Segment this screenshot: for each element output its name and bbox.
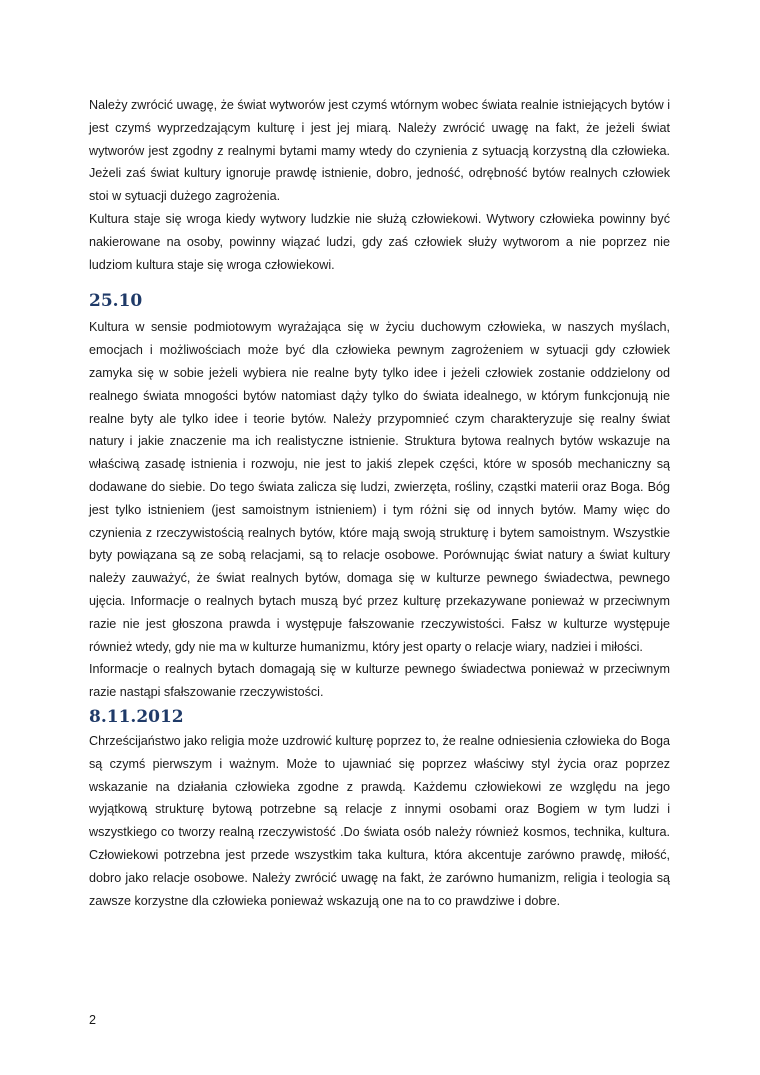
section-heading-date: 8.11.2012 bbox=[89, 706, 184, 727]
paragraph: Należy zwrócić uwagę, że świat wytworów jest czymś wtórnym wobec świata realnie istniejących bytów i jest czymś wyprzedzającym kulturę i jest jej miarą. Należy zwrócić uwagę na fakt, że jeżeli świat wytworów jest zgodny z realnymi bytami mamy wtedy do czynienia z sytuacją korzystną dla człowieka. Jeżeli zaś świat kultury ignoruje prawdę istnienie, dobro, jedność, odrębność bytów realnych człowiek stoi w sytuacji dużego zagrożenia. bbox=[89, 98, 670, 204]
page-number: 2 bbox=[89, 1013, 97, 1027]
paragraph: Kultura w sensie podmiotowym wyrażająca się w życiu duchowym człowieka, w naszych myślach, emocjach i możliwościach może być dla człowieka pewnym zagrożeniem w sytuacji gdy człowiek zamyka się w sobie jeżeli wybiera nie realne byty tylko idee i jeżeli człowiek zostanie oddzielony od realnego świata mnogości bytów natomiast dąży tylko do świata idealnego, w którym funkcjonują nie realne byty ale tylko idee i teorie bytów. Należy przypomnieć czym charakteryzuje się realny świat natury i jakie znaczenie ma ich realistyczne istnienie. Struktura bytowa realnych bytów wskazuje na właściwą zasadę istnienia i rozwoju, nie jest to jakiś zlepek części, które w sposób mechaniczny są dodawane do siebie. Do tego świata zalicza się ludzi, zwierzęta, rośliny, cząstki materii oraz Boga. Bóg jest tylko istnieniem (jest samoistnym istnieniem) i tym różni się od innych bytów. Mamy więc do czynienia z rzeczywistością realnych bytów, które mają swoją strukturę i bytem samoistnym. Wszystkie byty powiązana są ze sobą relacjami, są to relacje osobowe. Porównując świat natury a świat kultury należy zauważyć, że świat realnych bytów, domaga się w kulturze pewnego świadectwa, pewnego ujęcia. Informacje o realnych bytach muszą być przez kulturę przekazywane ponieważ w przeciwnym razie nie jest głoszona prawda i występuje fałszowanie rzeczywistości. Fałsz w kulturze występuje również wtedy, gdy nie ma w kulturze humanizmu, który jest oparty o relacje wiary, nadziei i miłości. bbox=[89, 320, 670, 654]
paragraph: Kultura staje się wroga kiedy wytwory ludzkie nie służą człowiekowi. Wytwory człowieka powinny być nakierowane na osoby, powinny wiązać ludzi, gdy zaś człowiek służy wytworom a nie poprzez nie ludziom kultura staje się wroga człowiekowi. bbox=[89, 211, 670, 272]
page-body bbox=[89, 94, 670, 912]
paragraph: Informacje o realnych bytach domagają się w kulturze pewnego świadectwa ponieważ w przeciwnym razie nastąpi sfałszowanie rzeczywistości. bbox=[89, 662, 670, 700]
section-heading-date: 25.10 bbox=[89, 291, 143, 312]
paragraph: Chrześcijaństwo jako religia może uzdrowić kulturę poprzez to, że realne odniesienia człowieka do Boga są czymś pierwszym i ważnym. Może to ujawniać się poprzez właściwy styl życia oraz poprzez wskazanie na działania człowieka zgodne z prawdą. Każdemu człowiekowi ze względu na jego wyjątkową strukturę bytową potrzebne są relacje z innymi osobami oraz Bogiem w tym ludzi i wszystkiego co tworzy realną rzeczywistość .Do świata osób należy również kosmos, technika, kultura. Człowiekowi potrzebna jest przede wszystkim taka kultura, która akcentuje zarówno prawdę, miłość, dobro jako relacje osobowe. Należy zwrócić uwagę na fakt, że zarówno humanizm, religia i teologia są zawsze korzystne dla człowieka ponieważ wskazują one na to co prawdziwe i dobre. bbox=[89, 733, 671, 908]
